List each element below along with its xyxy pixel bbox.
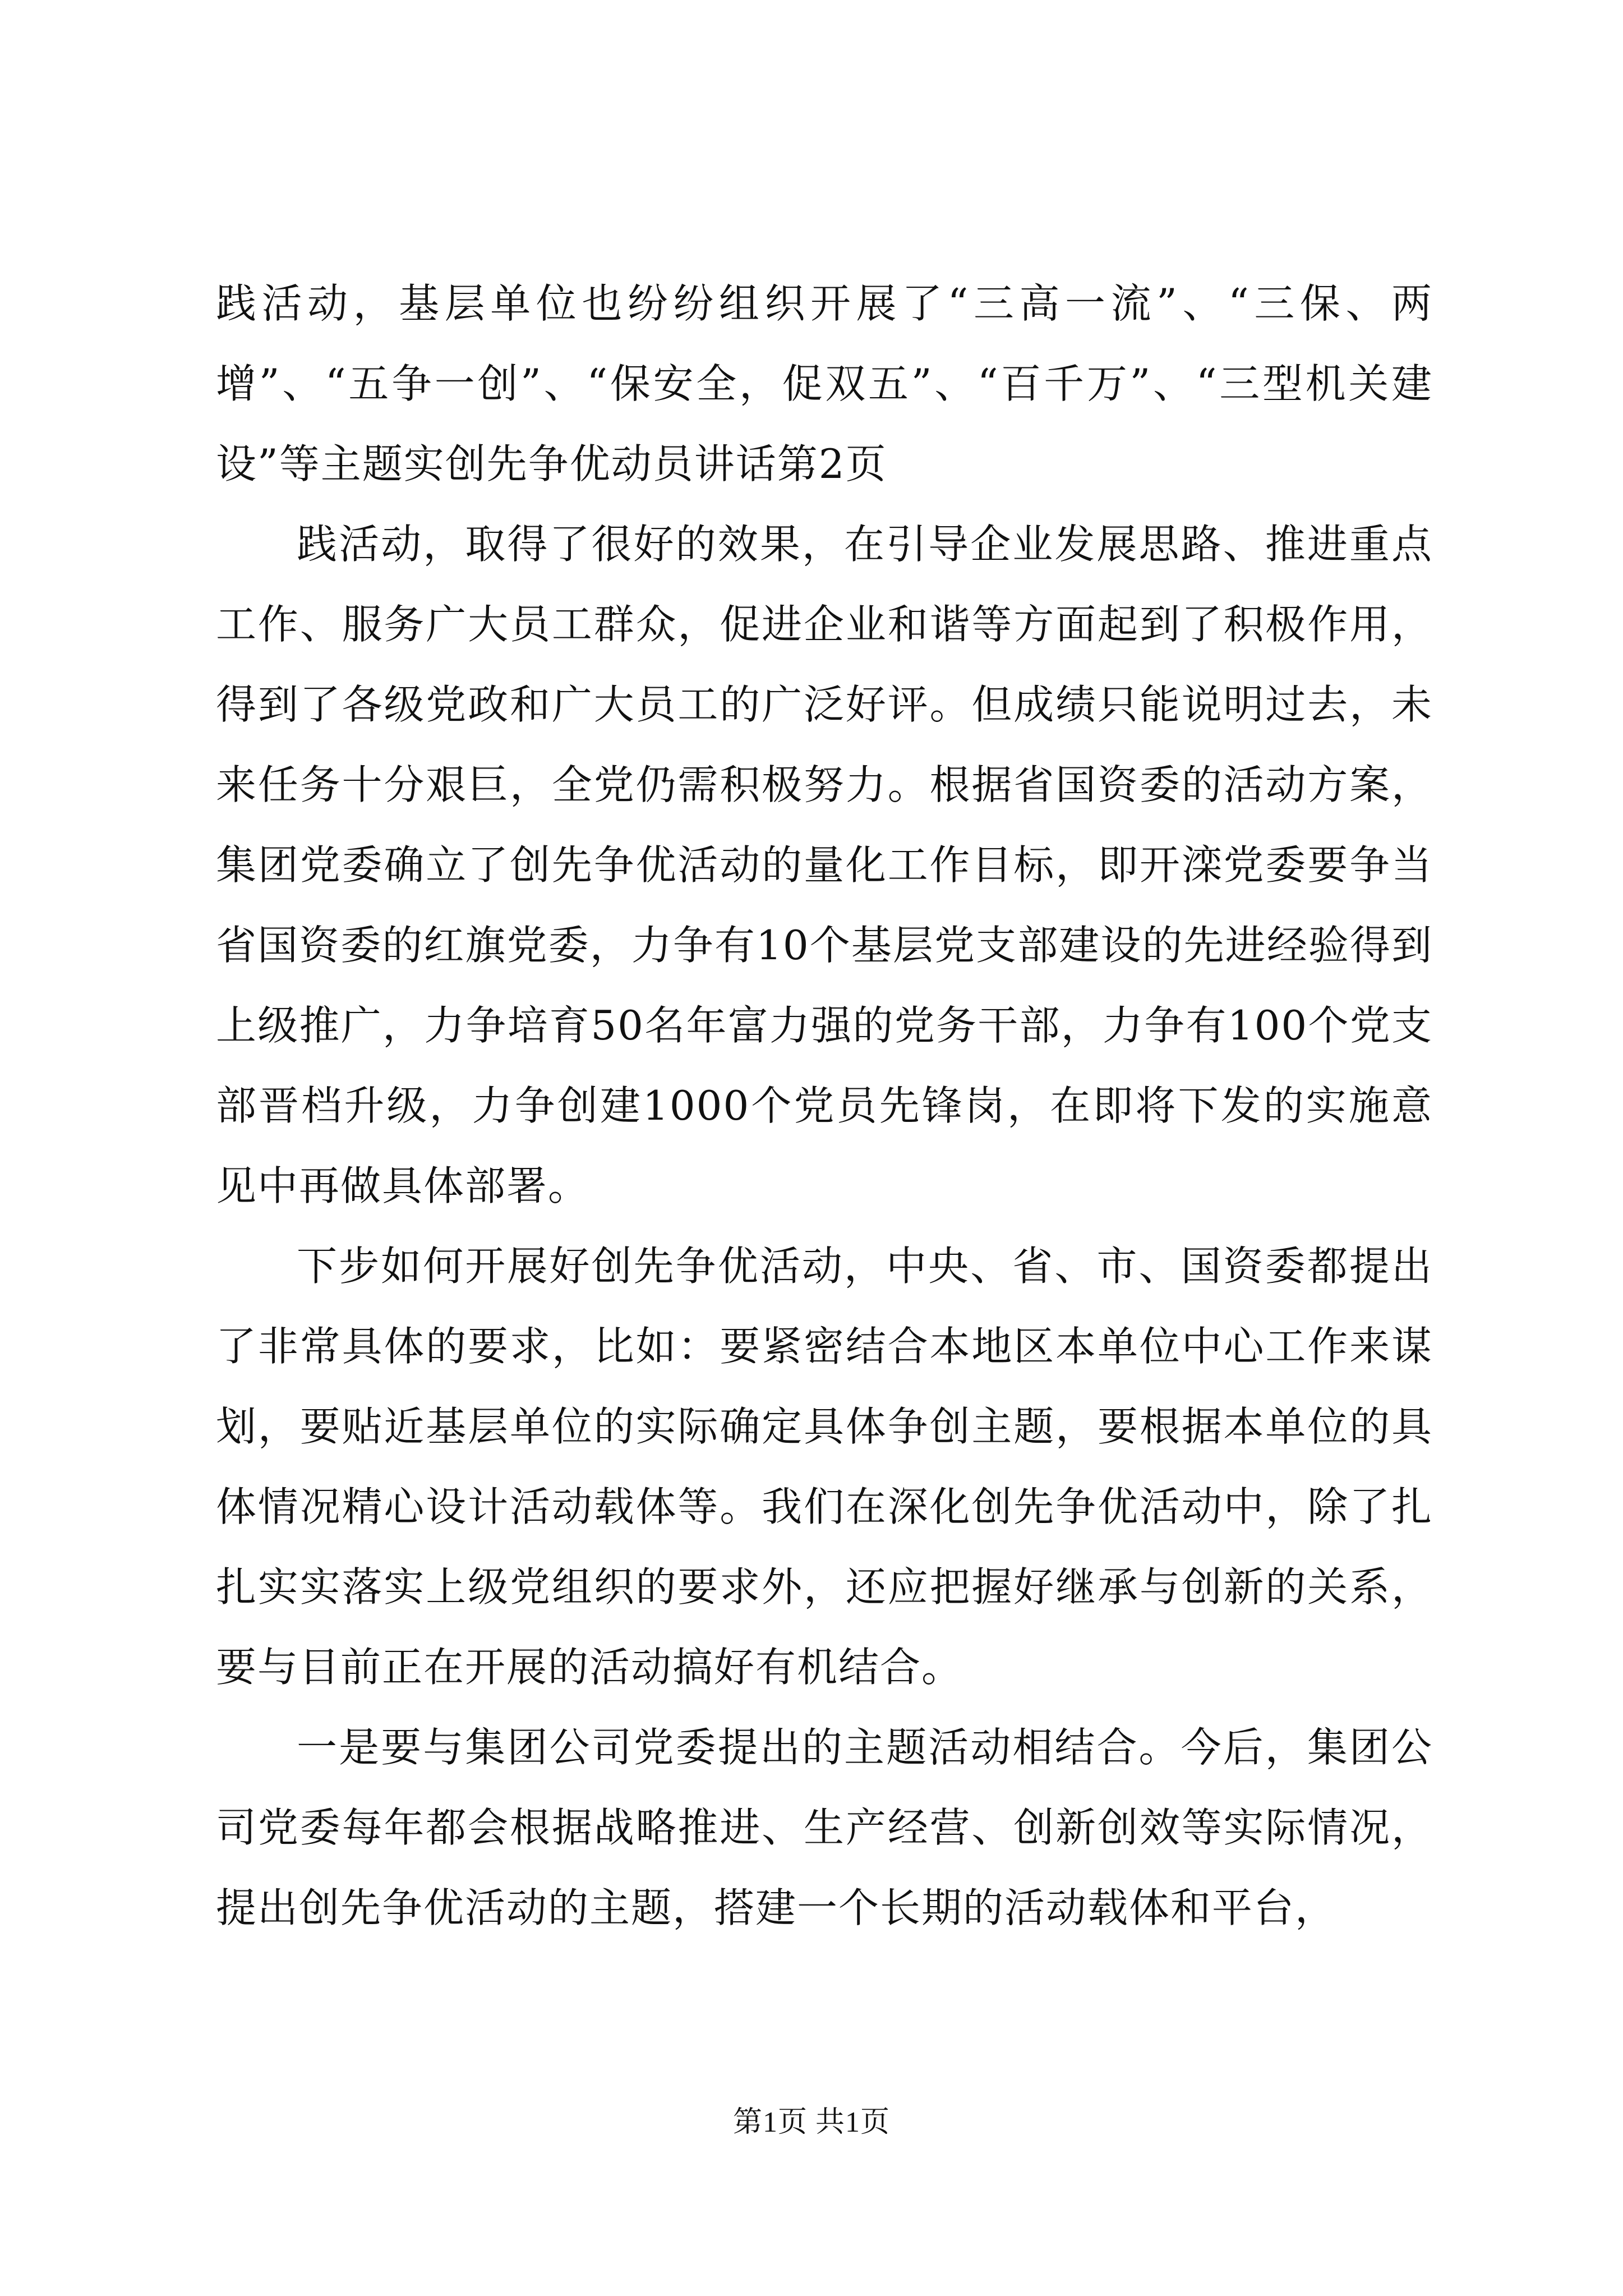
document-body (216, 264, 1433, 1948)
paragraph-2: 践活动，取得了很好的效果，在引导企业发展思路、推进重点工作、服务广大员工群众，促进企业和谐等方面起到了积极作用，得到了各级党政和广大员工的广泛好评。但成绩只能说明过去，未来任务十分艰巨，全党仍需积极努力。根据省国资委的活动方案，集团党委确立了创先争优活动的量化工作目标，即开滦党委要争当省国资委的红旗党委，力争有10个基层党支部建设的先进经验得到上级推广，力争培育50名年富力强的党务干部，力争有100个党支部晋档升级，力争创建1000个党员先锋岗，在即将下发的实施意见中再做具体部署。 (216, 521, 1433, 1209)
paragraph-1: 践活动，基层单位也纷纷组织开展了“三高一流”、“三保、两增”、“五争一创”、“保安全，促双五”、“百千万”、“三型机关建设”等主题实创先争优动员讲话第2页 (216, 280, 1433, 487)
paragraph-4: 一是要与集团公司党委提出的主题活动相结合。今后，集团公司党委每年都会根据战略推进、生产经营、创新创效等实际情况，提出创先争优活动的主题，搭建一个长期的活动载体和平台， (216, 1724, 1433, 1931)
paragraph-3: 下步如何开展好创先争优活动，中央、省、市、国资委都提出了非常具体的要求，比如：要紧密结合本地区本单位中心工作来谋划，要贴近基层单位的实际确定具体争创主题，要根据本单位的具体情况精心设计活动载体等。我们在深化创先争优活动中，除了扎扎实实落实上级党组织的要求外，还应把握好继承与创新的关系，要与目前正在开展的活动搞好有机结合。 (216, 1243, 1433, 1691)
page-footer: 第1页 共1页 (732, 2106, 890, 2138)
